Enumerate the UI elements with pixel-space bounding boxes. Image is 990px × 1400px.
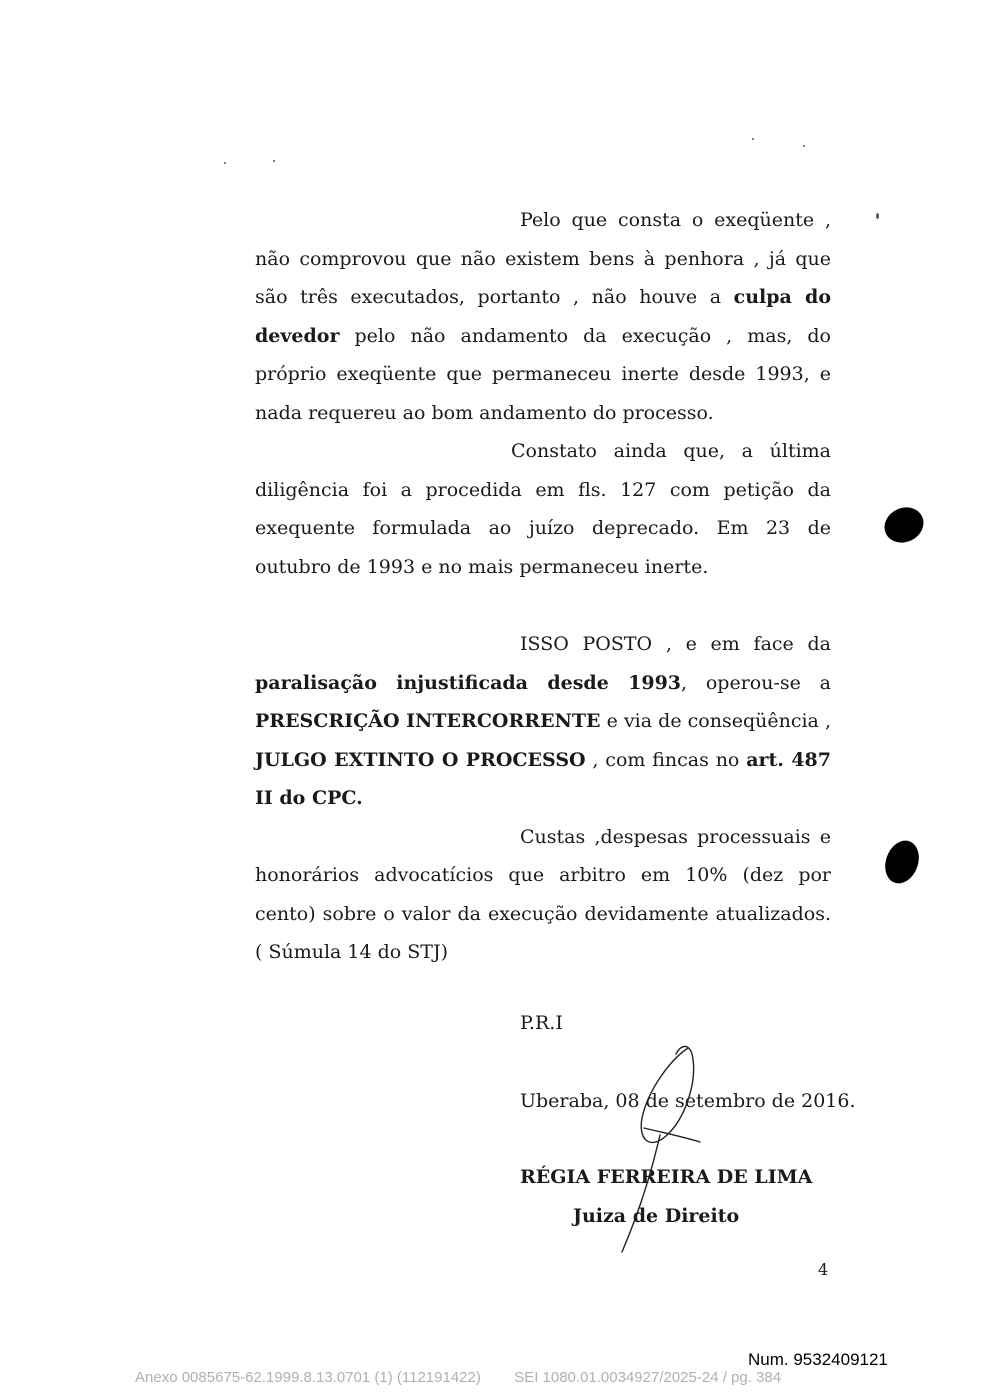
handwritten-signature xyxy=(600,1040,720,1260)
ink-blot xyxy=(879,501,930,549)
footer-sei: SEI 1080.01.0034927/2025-24 / pg. 384 xyxy=(514,1369,782,1386)
document-number: Num. 9532409121 xyxy=(748,1350,888,1369)
scan-speck xyxy=(752,138,754,140)
scan-speck xyxy=(803,145,805,147)
paragraph-4: Custas ,despesas processuais e honorários advocatícios que arbitro em 10% (dez por cento) sobre o valor da execução devidamente atualizados.( Súmula 14 do STJ) xyxy=(255,825,831,963)
signer-role: Juiza de Direito xyxy=(573,1205,740,1227)
page-number: 4 xyxy=(818,1260,829,1279)
signer-name: RÉGIA FERREIRA DE LIMA xyxy=(520,1166,813,1188)
paragraph-1: Pelo que consta o exeqüente , não comprovou que não existem bens à penhora , já que são três executados, portanto , não houve a culpa do devedor pelo não andamento da execução , mas, do próprio exeqüente que permaneceu inerte desde 1993, e nada requereu ao bom andamento do processo. xyxy=(255,209,831,424)
paragraph-2: Constato ainda que, a última diligência foi a procedida em fls. 127 com petição da exequente formulada ao juízo deprecado. Em 23 de outubro de 1993 e no mais permaneceu inerte. xyxy=(255,440,831,578)
scan-speck xyxy=(224,162,226,164)
bold-paralisacao: paralisação injustificada desde 1993 xyxy=(255,671,682,694)
bold-julgo-extinto: JULGO EXTINTO O PROCESSO xyxy=(255,748,586,771)
scan-speck xyxy=(273,160,275,162)
place-date: Uberaba, 08 de setembro de 2016. xyxy=(520,1090,856,1112)
bold-art-487: art. 487 II do CPC. xyxy=(255,748,831,809)
footer-reference xyxy=(135,1369,781,1386)
decision-body xyxy=(255,201,831,972)
pri-line: P.R.I xyxy=(520,1012,563,1034)
bold-prescricao: PRESCRIÇÃO INTERCORRENTE xyxy=(255,710,601,732)
scan-speck xyxy=(876,213,879,219)
ink-blot xyxy=(879,836,924,888)
paragraph-3: ISSO POSTO , e em face da paralisação injustificada desde 1993, operou-se a PRESCRIÇÃO INTERCORRENTE e via de conseqüência , JULGO EXTINTO O PROCESSO , com fincas no art. 487 II do CPC. xyxy=(255,633,832,809)
footer-annex: Anexo 0085675-62.1999.8.13.0701 (1) (112191422) xyxy=(135,1369,481,1386)
bold-culpa-do-devedor: culpa do devedor xyxy=(255,286,831,347)
